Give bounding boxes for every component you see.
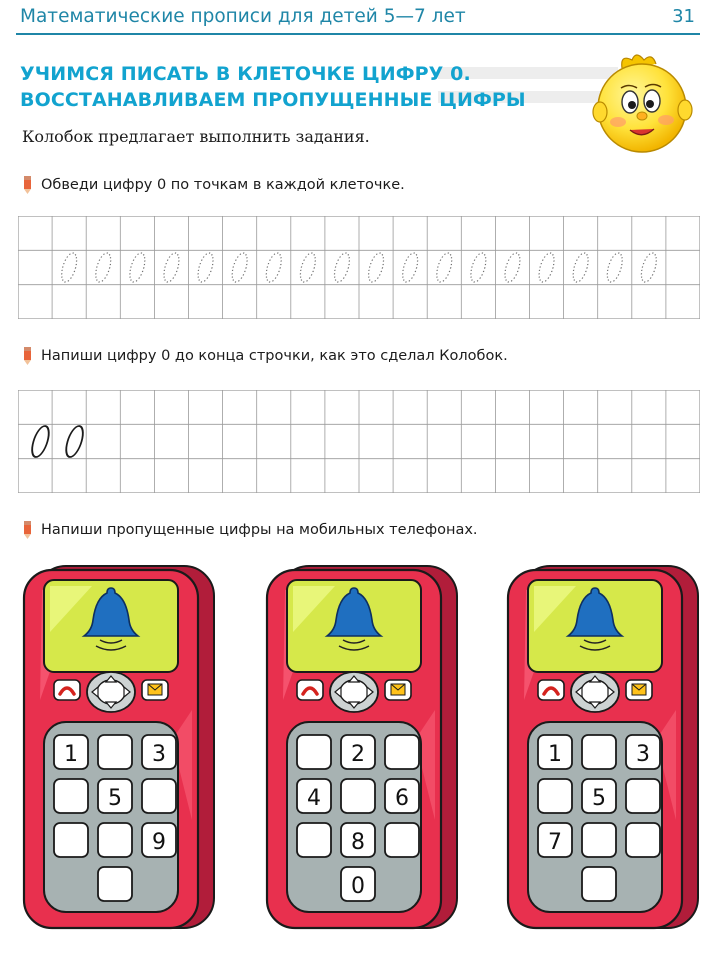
keypad-key [98, 867, 132, 901]
key-digit: 2 [351, 742, 365, 767]
dotted-zero [434, 253, 454, 282]
key-digit: 6 [395, 786, 409, 811]
keypad-key [582, 735, 616, 769]
call-end-icon [54, 680, 80, 700]
keypad-key [341, 823, 375, 857]
written-zero [63, 426, 86, 457]
envelope-icon [142, 680, 168, 700]
kolobok-illustration [592, 50, 696, 162]
tracing-grid [18, 216, 700, 319]
lesson-heading [20, 61, 526, 113]
mobile-phone [22, 560, 218, 932]
dotted-zero [195, 253, 215, 282]
keypad-key [385, 735, 419, 769]
keypad-key [54, 779, 88, 813]
call-end-icon [297, 680, 323, 700]
dotted-zero [605, 253, 625, 282]
keypad-key [54, 823, 88, 857]
lesson-heading-line-1: УЧИМСЯ ПИСАТЬ В КЛЕТОЧКЕ ЦИФРУ 0. [20, 63, 471, 85]
task-1-text: Обведи цифру 0 по точкам в каждой клеточке. [41, 177, 405, 193]
dotted-zero [502, 253, 522, 282]
grid-lines [18, 216, 700, 319]
sample-zero-digits [29, 426, 86, 457]
grid-lines [18, 390, 700, 493]
keypad-key [341, 779, 375, 813]
navigation-pad-icon [87, 672, 135, 712]
key-digit: 5 [592, 786, 606, 811]
keypad-key [341, 735, 375, 769]
dotted-zero [400, 253, 420, 282]
key-digit: 4 [307, 786, 321, 811]
dotted-zero [332, 253, 352, 282]
key-digit: 0 [351, 874, 365, 899]
key-digit: 3 [636, 742, 650, 767]
keypad-key [385, 823, 419, 857]
mobile-phone [265, 560, 461, 932]
keypad-key [626, 779, 660, 813]
navigation-pad-icon [571, 672, 619, 712]
keypad-key [142, 735, 176, 769]
keypad-key [582, 867, 616, 901]
task-2-text: Напиши цифру 0 до конца строчки, как это сделал Колобок. [41, 348, 508, 364]
envelope-icon [385, 680, 411, 700]
key-digit: 3 [152, 742, 166, 767]
keypad-key [341, 867, 375, 901]
running-header: Математические прописи для детей 5—7 лет [20, 6, 466, 27]
pencil-icon [22, 176, 33, 194]
dotted-zero [639, 253, 659, 282]
keypad-key [626, 735, 660, 769]
key-digit: 7 [548, 830, 562, 855]
key-digit: 1 [548, 742, 562, 767]
keypad-key [142, 779, 176, 813]
dotted-zero [59, 253, 79, 282]
written-zero [29, 426, 52, 457]
dotted-zero [571, 253, 591, 282]
keypad-key [297, 823, 331, 857]
dotted-zero [536, 253, 556, 282]
dotted-zero [230, 253, 250, 282]
intro-text: Колобок предлагает выполнить задания. [22, 127, 370, 146]
pencil-icon [22, 347, 33, 365]
dotted-zero [127, 253, 147, 282]
dotted-zero [93, 253, 113, 282]
task-3-text: Напиши пропущенные цифры на мобильных телефонах. [41, 522, 478, 538]
page-number: 31 [672, 6, 695, 27]
navigation-pad-icon [330, 672, 378, 712]
writing-grid [18, 390, 700, 493]
task-3 [22, 521, 478, 539]
keypad-key [626, 823, 660, 857]
keypad-key [297, 735, 331, 769]
key-digit: 9 [152, 830, 166, 855]
keypad-key [538, 735, 572, 769]
keypad-key [538, 823, 572, 857]
dotted-zero [366, 253, 386, 282]
keypad-key [538, 779, 572, 813]
lesson-heading-line-2: ВОССТАНАВЛИВАЕМ ПРОПУЩЕННЫЕ ЦИФРЫ [20, 89, 526, 111]
keypad-key [98, 735, 132, 769]
dotted-zero [468, 253, 488, 282]
key-digit: 1 [64, 742, 78, 767]
keypad-key [142, 823, 176, 857]
key-digit: 5 [108, 786, 122, 811]
envelope-icon [626, 680, 652, 700]
keypad-key [582, 823, 616, 857]
dotted-zero [161, 253, 181, 282]
keypad-key [385, 779, 419, 813]
keypad-key [54, 735, 88, 769]
keypad-key [98, 779, 132, 813]
mobile-phone [506, 560, 702, 932]
keypad-key [582, 779, 616, 813]
pencil-icon [22, 521, 33, 539]
dotted-zero [298, 253, 318, 282]
header-rule [16, 33, 700, 35]
dotted-zero [264, 253, 284, 282]
key-digit: 8 [351, 830, 365, 855]
call-end-icon [538, 680, 564, 700]
keypad-key [98, 823, 132, 857]
task-1 [22, 176, 405, 194]
task-2 [22, 347, 508, 365]
keypad-key [297, 779, 331, 813]
